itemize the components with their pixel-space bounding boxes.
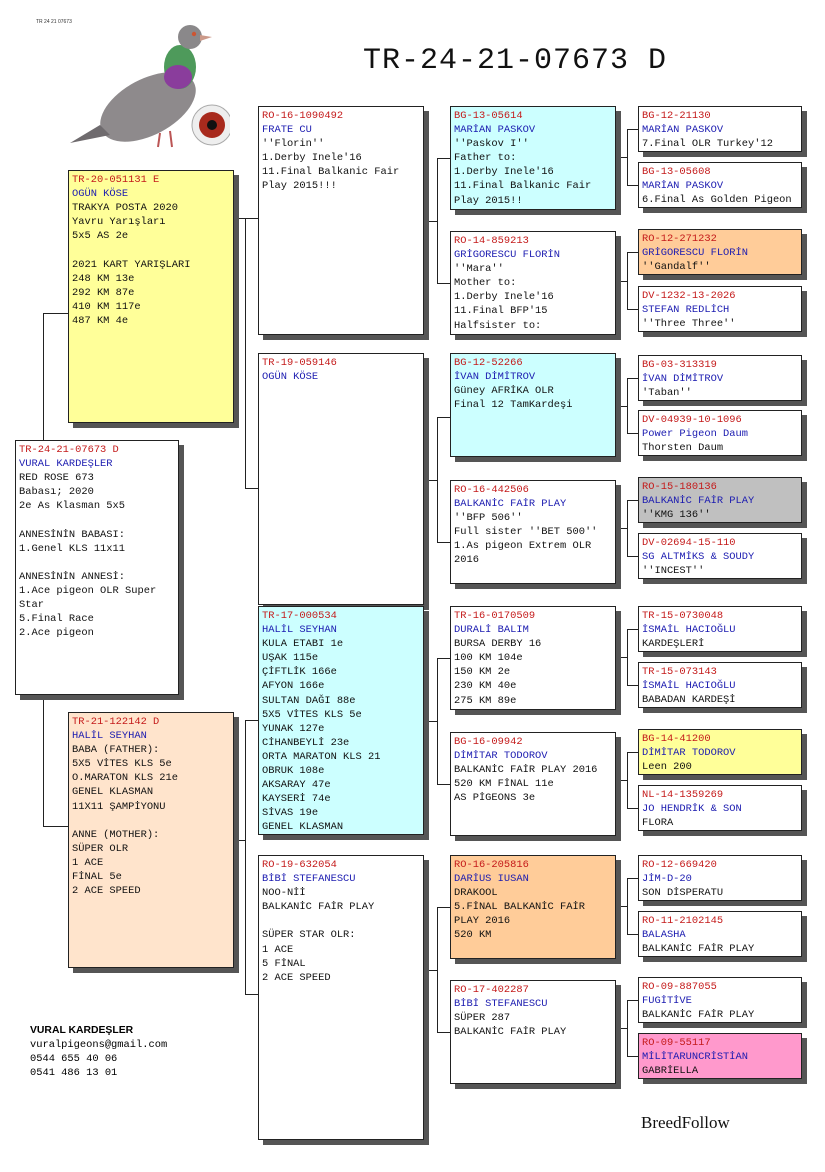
owner-name: HALİL SEYHAN xyxy=(72,730,147,743)
connector-line xyxy=(627,1000,638,1001)
owner-name: GRİGORESCU FLORİN xyxy=(642,247,749,260)
owner-name: HALİL SEYHAN xyxy=(262,624,337,637)
email-text: vuralpigeons@gmail.com xyxy=(30,1039,168,1051)
card-notes: ''Three Three'' xyxy=(642,318,736,331)
owner-name: DİMİTAR TODOROV xyxy=(454,750,548,763)
ring-number: TR-16-0170509 xyxy=(454,610,536,622)
ring-number: DV-1232-13-2026 xyxy=(642,290,736,302)
connector-line xyxy=(424,221,437,222)
brand-logo: BreedFollow xyxy=(641,1113,730,1132)
connector-line xyxy=(437,417,438,542)
connector-line xyxy=(43,826,68,827)
owner-name: DARİUS IUSAN xyxy=(454,873,529,886)
card-notes: SÜPER 287 BALKANİC FAİR PLAY xyxy=(454,1012,567,1039)
connector-line xyxy=(437,658,450,659)
connector-line xyxy=(627,500,628,556)
gen4-card-6 xyxy=(638,477,802,523)
page-title: TR-24-21-07673 D xyxy=(363,44,668,78)
connector-line xyxy=(627,433,638,434)
owner-name: JO HENDRİK & SON xyxy=(642,803,742,816)
owner-name: BİBİ STEFANESCU xyxy=(262,873,356,886)
connector-line xyxy=(437,658,438,784)
connector-line xyxy=(424,970,437,971)
ring-number: BG-03-313319 xyxy=(642,359,717,371)
connector-line xyxy=(627,878,628,934)
card-notes: DRAKOOL 5.FİNAL BALKANİC FAİR PLAY 2016 520 KM xyxy=(454,887,585,942)
card-notes: FLORA xyxy=(642,817,674,830)
connector-line xyxy=(437,907,438,1032)
gen4-card-15 xyxy=(638,1033,802,1079)
gen3-card-2 xyxy=(450,353,616,457)
ring-number: RO-09-55117 xyxy=(642,1037,711,1049)
ring-number: TR-15-0730048 xyxy=(642,610,724,622)
connector-line xyxy=(627,808,638,809)
connector-line xyxy=(627,500,638,501)
card-notes: BALKANİC FAİR PLAY 2016 520 KM FİNAL 11e AS PİGEONS 3e xyxy=(454,764,598,805)
connector-line xyxy=(627,252,628,309)
gen4-card-13 xyxy=(638,911,802,957)
connector-line xyxy=(437,158,450,159)
connector-line xyxy=(43,313,68,314)
ring-number: BG-12-21130 xyxy=(642,110,711,122)
card-notes: ''Gandalf'' xyxy=(642,261,711,274)
owner-name: STEFAN REDLİCH xyxy=(642,304,730,317)
connector-line xyxy=(627,556,638,557)
ring-number: TR-15-073143 xyxy=(642,666,717,678)
pigeon-photo xyxy=(30,15,230,155)
ring-number: RO-16-442506 xyxy=(454,484,529,496)
ring-number: BG-13-05608 xyxy=(642,166,711,178)
owner-name: OGÜN KÖSE xyxy=(72,188,129,201)
connector-line xyxy=(616,157,627,158)
ring-number: RO-16-1090492 xyxy=(262,110,344,122)
ring-number: BG-16-09942 xyxy=(454,736,523,748)
connector-line xyxy=(616,281,627,282)
ring-number: RO-19-632054 xyxy=(262,859,337,871)
owner-name: BİBİ STEFANESCU xyxy=(454,998,548,1011)
card-notes: SON DİSPERATU xyxy=(642,887,724,900)
connector-line xyxy=(627,752,638,753)
connector-line xyxy=(616,406,627,407)
ring-number: TR-17-000534 xyxy=(262,610,337,622)
connector-line xyxy=(437,1032,450,1033)
connector-line xyxy=(627,378,638,379)
owner-name: BALKANİC FAİR PLAY xyxy=(642,495,755,508)
ring-number: BG-13-05614 xyxy=(454,110,523,122)
connector-line xyxy=(627,629,628,685)
connector-line xyxy=(245,218,246,488)
subject-card xyxy=(15,440,179,695)
connector-line xyxy=(627,129,638,130)
card-notes: BABADAN KARDEŞİ xyxy=(642,694,736,707)
gen4-card-9 xyxy=(638,662,802,708)
gen4-card-3 xyxy=(638,286,802,332)
gen4-card-5 xyxy=(638,410,802,456)
connector-line xyxy=(627,309,638,310)
connector-line xyxy=(627,685,638,686)
connector-line xyxy=(627,752,628,808)
gen3-card-6 xyxy=(450,855,616,959)
owner-name: DURALİ BALIM xyxy=(454,624,529,637)
owner-name: DİMİTAR TODOROV xyxy=(642,747,736,760)
owner-name: VURAL KARDEŞLER xyxy=(19,458,113,471)
connector-line xyxy=(627,934,638,935)
card-notes: ''KMG 136'' xyxy=(642,509,711,522)
gen4-card-14 xyxy=(638,977,802,1023)
gen4-card-11 xyxy=(638,785,802,831)
card-notes: ''Florin'' 1.Derby Inele'16 11.Final Balkanic Fair Play 2015!!! xyxy=(262,138,400,193)
ring-number: RO-15-180136 xyxy=(642,481,717,493)
connector-line xyxy=(245,720,258,721)
ring-number: RO-09-887055 xyxy=(642,981,717,993)
connector-line xyxy=(627,378,628,433)
ring-number: RO-12-271232 xyxy=(642,233,717,245)
ring-number: BG-14-41200 xyxy=(642,733,711,745)
card-notes: BALKANİC FAİR PLAY xyxy=(642,943,755,956)
owner-name: FUGİTİVE xyxy=(642,995,692,1008)
owner-name: OGÜN KÖSE xyxy=(262,371,319,384)
ring-number: DV-02694-15-110 xyxy=(642,537,736,549)
ring-number: RO-11-2102145 xyxy=(642,915,724,927)
connector-line xyxy=(627,129,628,185)
card-notes: ''INCEST'' xyxy=(642,565,705,578)
card-notes: Thorsten Daum xyxy=(642,442,724,455)
connector-line xyxy=(437,283,450,284)
connector-line xyxy=(245,720,246,994)
ring-number: TR-20-051131 E xyxy=(72,174,160,186)
ring-number: TR-21-122142 D xyxy=(72,716,160,728)
card-notes: NOO-Nİİ BALKANİC FAİR PLAY SÜPER STAR OLR: 1 ACE 5 FİNAL 2 ACE SPEED xyxy=(262,887,375,984)
connector-line xyxy=(424,480,437,481)
gen3-card-7 xyxy=(450,980,616,1084)
connector-line xyxy=(627,629,638,630)
ring-number: RO-14-859213 xyxy=(454,235,529,247)
owner-name: MARİAN PASKOV xyxy=(454,124,536,137)
owner-name: GRİGORESCU FLORİN xyxy=(454,249,561,262)
owner-name: İSMAİL HACIOĞLU xyxy=(642,624,736,637)
card-notes: GABRİELLA xyxy=(642,1065,699,1078)
gen4-card-10 xyxy=(638,729,802,775)
gen4-card-2 xyxy=(638,229,802,275)
gen4-card-0 xyxy=(638,106,802,152)
connector-line xyxy=(437,158,438,283)
card-notes: BABA (FATHER): 5X5 VİTES KLS 5e O.MARATON KLS 21e GENEL KLASMAN 11X11 ŞAMPİYONU ANNE (MOTHER): SÜPER OLR 1 ACE FİNAL 5e 2 ACE SPEED xyxy=(72,744,179,898)
ring-number: BG-12-52266 xyxy=(454,357,523,369)
owner-name: İVAN DİMİTROV xyxy=(454,371,536,384)
gen4-card-4 xyxy=(638,355,802,401)
dam-card xyxy=(68,712,234,968)
owner-name: BALASHA xyxy=(642,929,686,942)
connector-line xyxy=(627,252,638,253)
owner-name: MARİAN PASKOV xyxy=(642,180,724,193)
connector-line xyxy=(437,784,450,785)
card-notes: 7.Final OLR Turkey'12 xyxy=(642,138,773,151)
connector-line xyxy=(437,417,450,418)
connector-line xyxy=(245,218,258,219)
gen3-card-5 xyxy=(450,732,616,836)
ring-number: RO-16-205816 xyxy=(454,859,529,871)
connector-line xyxy=(627,1000,628,1056)
gen4-card-12 xyxy=(638,855,802,901)
connector-line xyxy=(616,780,627,781)
card-notes: RED ROSE 673 Babası; 2020 2e As Klasman 5x5 ANNESİNİN BABASI: 1.Genel KLS 11x11 ANNESİNİN ANNESİ: 1.Ace pigeon OLR Super Star 5.Final Race 2.Ace pigeon xyxy=(19,472,157,640)
owner-name: MİLİTARUNCRİSTİAN xyxy=(642,1051,749,1064)
sire-card xyxy=(68,170,234,423)
card-notes: TRAKYA POSTA 2020 Yavru Yarışları 5x5 AS 2e 2021 KART YARIŞLARI 248 KM 13e 292 KM 87e 410 KM 117e 487 KM 4e xyxy=(72,202,191,327)
gen3-card-0 xyxy=(450,106,616,210)
connector-line xyxy=(627,1056,638,1057)
owner-name: İVAN DİMİTROV xyxy=(642,373,724,386)
gen2-card-2 xyxy=(258,606,424,835)
connector-line xyxy=(245,994,258,995)
connector-line xyxy=(234,218,245,219)
gen3-card-3 xyxy=(450,480,616,584)
connector-line xyxy=(234,840,245,841)
breeder-name: VURAL KARDEŞLER xyxy=(30,1025,134,1036)
connector-line xyxy=(437,907,450,908)
owner-name: MARİAN PASKOV xyxy=(642,124,724,137)
card-notes: ''Mara'' Mother to: 1.Derby Inele'16 11.Final BFP'15 Halfsister to: xyxy=(454,263,554,332)
connector-line xyxy=(245,488,258,489)
ring-number: DV-04939-10-1096 xyxy=(642,414,742,426)
phone-1: 0544 655 40 06 xyxy=(30,1053,118,1065)
ring-number: RO-17-402287 xyxy=(454,984,529,996)
owner-name: FRATE CU xyxy=(262,124,312,137)
phone-2: 0541 486 13 01 xyxy=(30,1067,118,1079)
connector-line xyxy=(424,721,437,722)
connector-line xyxy=(616,1028,627,1029)
gen4-card-1 xyxy=(638,162,802,208)
card-notes: KARDEŞLERİ xyxy=(642,638,705,651)
connector-line xyxy=(616,528,627,529)
pigeon-illustration xyxy=(30,15,230,155)
card-notes: Güney AFRİKA OLR Final 12 TamKardeşi xyxy=(454,385,573,412)
owner-name: SG ALTMİKS & SOUDY xyxy=(642,551,755,564)
ring-number: TR-24-21-07673 D xyxy=(19,444,119,456)
card-notes: ''BFP 506'' Full sister ''BET 500'' 1.As pigeon Extrem OLR 2016 xyxy=(454,512,598,567)
ring-number: RO-12-669420 xyxy=(642,859,717,871)
card-notes: BALKANİC FAİR PLAY xyxy=(642,1009,755,1022)
card-notes: KULA ETABI 1e UŞAK 115e ÇİFTLİK 166e AFYON 166e SULTAN DAĞI 88e 5X5 VİTES KLS 5e YUNAK 127e CİHANBEYLİ 23e ORTA MARATON KLS 21 OBRUK 108e AKSARAY 47e KAYSERİ 74e SİVAS 19e GENEL KLASMAN xyxy=(262,638,381,834)
card-notes: 6.Final As Golden Pigeon xyxy=(642,194,792,207)
gen2-card-0 xyxy=(258,106,424,335)
owner-name: Power Pigeon Daum xyxy=(642,428,749,441)
gen2-card-3 xyxy=(258,855,424,1140)
gen4-card-8 xyxy=(638,606,802,652)
contact-block xyxy=(30,1010,167,1094)
gen2-card-1 xyxy=(258,353,424,605)
connector-line xyxy=(616,657,627,658)
ring-number: TR-19-059146 xyxy=(262,357,337,369)
gen3-card-1 xyxy=(450,231,616,335)
gen3-card-4 xyxy=(450,606,616,710)
owner-name: JİM-D-20 xyxy=(642,873,692,886)
connector-line xyxy=(437,542,450,543)
owner-name: BALKANİC FAİR PLAY xyxy=(454,498,567,511)
gen4-card-7 xyxy=(638,533,802,579)
ring-number: NL-14-1359269 xyxy=(642,789,724,801)
connector-line xyxy=(627,878,638,879)
card-notes: ''Paskov I'' Father to: 1.Derby Inele'16 11.Final Balkanic Fair Play 2015!! xyxy=(454,138,592,207)
connector-line xyxy=(627,185,638,186)
owner-name: İSMAİL HACIOĞLU xyxy=(642,680,736,693)
photo-caption: TR 24 21 07673 xyxy=(36,19,72,25)
card-notes: Leen 200 xyxy=(642,761,692,774)
card-notes: BURSA DERBY 16 100 KM 104e 150 KM 2e 230 KM 40e 275 KM 89e xyxy=(454,638,542,707)
connector-line xyxy=(616,906,627,907)
card-notes: 'Taban'' xyxy=(642,387,692,400)
